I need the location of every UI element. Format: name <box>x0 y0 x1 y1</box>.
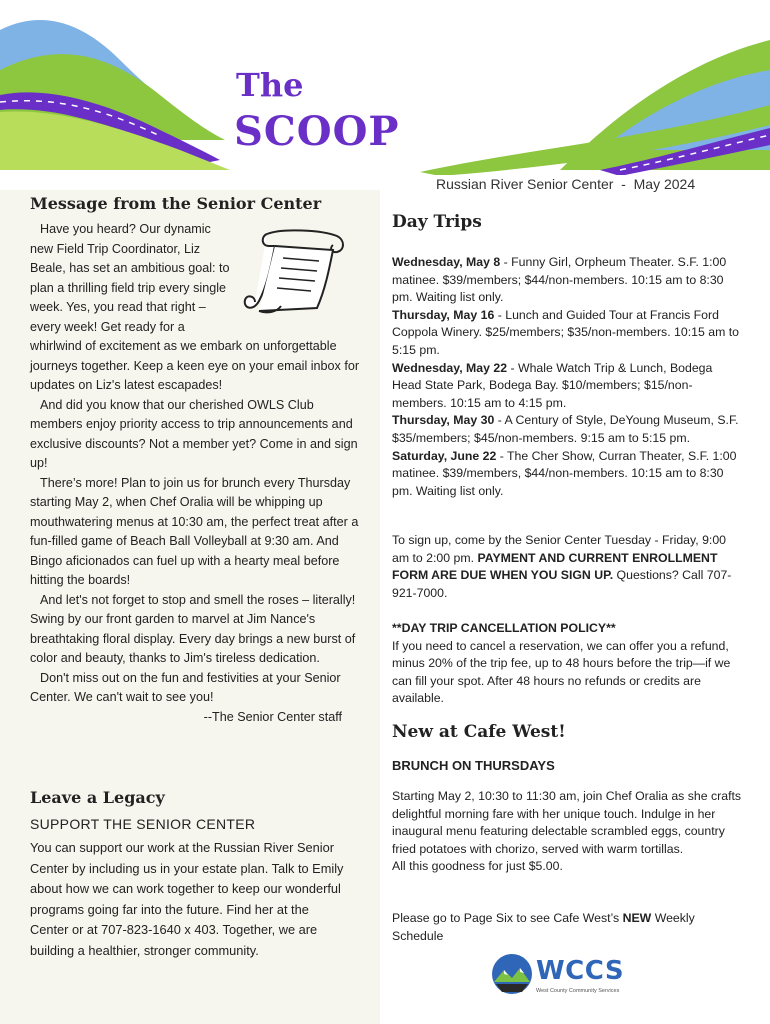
page-six-new: NEW <box>622 911 652 925</box>
message-signoff: --The Senior Center staff <box>203 709 342 724</box>
message-paragraph: There’s more! Plan to join us for brunch every Thursday starting May 2, when Chef Oralia will be whipping up mouthwatering menus at 10:30 am, the perfect treat after a fun-filled game of Beach Ball Volleyball at 9:30 am. And Bingo aficionados can fuel up with a hearty meal before hitting the boards! <box>30 475 359 587</box>
trip-item <box>392 412 742 447</box>
signup-questions: Questions? Call 707-921-7000. <box>392 568 732 600</box>
trip-details: - Whale Watch Trip & Lunch, Bodega Head State Park, Bodega Bay. $10/members; $15/non-members. 10:15 am to 4:15 pm. <box>392 360 713 410</box>
trip-date: Wednesday, May 22 <box>392 360 508 375</box>
policy-text: If you need to cancel a reservation, we can offer you a refund, minus 20% of the trip fee, up to 48 hours before the trip—if we can fill your spot. After 48 hours no refunds or credits are available. <box>392 638 731 706</box>
cafe-description: Starting May 2, 10:30 to 11:30 am, join Chef Oralia as she crafts delightful morning fare with her unique touch. Indulge in her inaugural menu featuring delectable scrambled eggs, country fried potatoes with chorizo, served with warm tortillas. <box>392 789 742 856</box>
newsletter-title-scoop: SCOOP <box>234 108 400 155</box>
logo-tagline: West County Community Services <box>536 988 620 994</box>
trip-details: - A Century of Style, DeYoung Museum, S.F. $35/members; $45/non-members. 9:15 am to 5:15 pm. <box>392 413 739 445</box>
day-trips-list <box>392 254 742 500</box>
policy-title: **DAY TRIP CANCELLATION POLICY** <box>392 621 616 635</box>
message-paragraph: And let's not forget to stop and smell the roses – literally! Swing by our front garden to marvel at Jim Nance's breathtaking floral display. Every day brings a new burst of color and beauty, thanks to Jim's tireless dedication. <box>30 592 356 665</box>
trip-item <box>392 360 742 413</box>
signup-info <box>392 532 742 602</box>
message-paragraph: And did you know that our cherished OWLS Club members enjoy priority access to trip announcements and exclusive discounts? Not a member yet? Come in and sign up! <box>30 397 358 470</box>
trip-item <box>392 448 742 501</box>
message-body <box>30 220 360 727</box>
message-paragraph: Don't miss out on the fun and festivities at your Senior Center. We can't wait to see you! <box>30 670 341 704</box>
scroll-icon <box>237 226 352 321</box>
cancellation-policy <box>392 620 742 708</box>
signup-text: To sign up, come by the Senior Center Tuesday - Friday, 9:00 am to 2:00 pm. <box>392 533 727 565</box>
trip-item <box>392 254 742 307</box>
page-six-note <box>392 910 742 945</box>
trip-date: Wednesday, May 8 <box>392 255 501 269</box>
logo-wordmark: WCCS <box>536 956 625 986</box>
masthead-dateline: Russian River Senior Center - May 2024 <box>436 176 696 192</box>
cafe-price-line: All this goodness for just $5.00. <box>392 859 563 874</box>
page-six-text: Please go to Page Six to see Cafe West’s <box>392 911 623 925</box>
trip-date: Thursday, May 30 <box>392 413 495 428</box>
cafe-subtitle: BRUNCH ON THURSDAYS <box>392 758 555 773</box>
message-paragraph: Have you heard? Our dynamic new Field Trip Coordinator, Liz Beale, has set an ambitious goal: to plan a thrilling field trip every single week. Yes, you read that right – every week! Get ready for a whirlwind of excitement as we embark on unforgettable journeys together. Keep a keen eye on your email inbox for updates on Liz's latest escapades! <box>30 222 360 392</box>
trip-item <box>392 307 742 360</box>
legacy-section-title: Leave a Legacy <box>30 788 165 807</box>
trip-details: - The Cher Show, Curran Theater, S.F. 1:00 matinee. $39/members, $44/non-members. 10:15 am to 8:30 pm. Waiting list only. <box>392 448 737 498</box>
trip-date: Thursday, May 16 <box>392 307 495 322</box>
cafe-section-title: New at Cafe West! <box>392 722 566 742</box>
legacy-subtitle: SUPPORT THE SENIOR CENTER <box>30 816 256 832</box>
signup-bold-notice: PAYMENT AND CURRENT ENROLLMENT FORM ARE DUE WHEN YOU SIGN UP. <box>392 550 718 583</box>
newsletter-title-the: The <box>236 66 304 104</box>
trip-details: - Funny Girl, Orpheum Theater. S.F. 1:00 matinee. $39/members; $44/non-members. 10:15 am to 8:30 pm. Waiting list only. <box>392 255 727 305</box>
trip-date: Saturday, June 22 <box>392 448 497 463</box>
day-trips-title: Day Trips <box>392 212 482 232</box>
message-section-title: Message from the Senior Center <box>30 194 322 213</box>
cafe-body <box>392 788 742 876</box>
page-six-text-end: Weekly Schedule <box>392 911 695 943</box>
trip-details: - Lunch and Guided Tour at Francis Ford Coppola Winery. $25/members; $35/non-members. 10:15 am to 5:15 pm. <box>392 307 739 357</box>
legacy-body: You can support our work at the Russian River Senior Center by including us in your estate plan. Talk to Emily about how we can work together to keep our wonderful programs going far into the future. Find her at the Center or at 707-823-1640 x 403. Together, we are building a healthier, stronger community. <box>30 840 344 958</box>
